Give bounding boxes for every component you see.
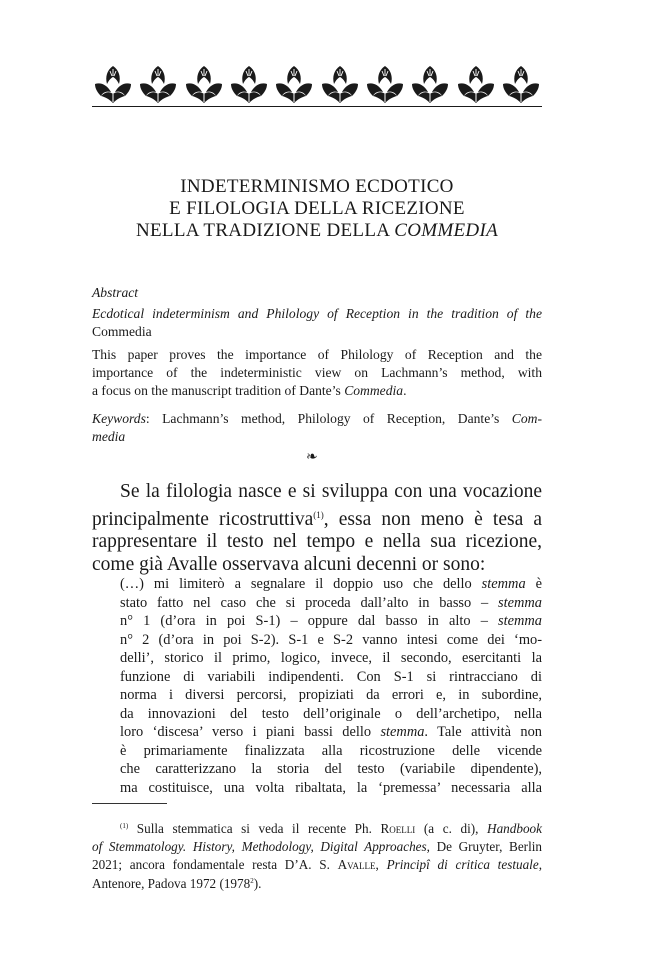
quote-line: da innovazioni del testo dell’originale o dell’archetipo, nella <box>120 705 542 722</box>
quote-line: n° 2 (d’ora in poi S-2). S-1 e S-2 vanno intesi come dei ‘mo- <box>120 631 542 648</box>
title-line-3 <box>92 220 542 242</box>
quote-line: delli’, storico il primo, logico, invece, il secondo, esercitanti la <box>120 650 542 666</box>
abstract-body-line-3-suffix: . <box>403 383 407 398</box>
article-title <box>92 176 542 242</box>
footnote-text: , De Gruyter, Berlin <box>426 838 542 854</box>
footnote-line-3 <box>92 856 542 874</box>
abstract-body-line-1: This paper proves the importance of Philology of Reception and the <box>92 347 542 362</box>
quote-line: funzione di variabili indipendenti. Con S-1 si rintracciano di <box>120 668 542 685</box>
quote-text: stato fatto nel caso che si proceda dall’alto in basso – <box>120 594 499 611</box>
quote-line <box>120 612 542 631</box>
keywords-text: : Lachmann’s method, Philology of Reception, Dante’s <box>145 411 512 426</box>
header-rule <box>92 106 542 107</box>
lotus-ornament-icon <box>500 62 542 104</box>
abstract-title-line-1: Ecdotical indeterminism and Philology of Reception in the tradition of the <box>92 306 542 321</box>
lotus-ornament-icon <box>409 62 451 104</box>
footnote-text: Sulla stemmatica si veda il recente Ph. <box>128 821 381 836</box>
abstract-body-line-3 <box>92 382 542 400</box>
body-paragraph <box>92 481 542 576</box>
lotus-ornament-icon <box>364 62 406 104</box>
footnote-superscript: 2 <box>250 877 254 886</box>
abstract-body-line-2: importance of the indeterministic view on Lachmann’s method, with <box>92 365 542 380</box>
quote-italic: stemma <box>481 576 526 592</box>
footnote-author: Avalle <box>337 856 376 872</box>
footnote-italic: Principî di critica testuale <box>386 856 539 872</box>
keywords-line-2: media <box>92 429 126 444</box>
quote-italic: stemma <box>380 724 425 740</box>
footnote-italic: of Stemmatology. History, Methodology, Digital Approaches <box>92 838 427 854</box>
keywords-italic-1: Com- <box>511 411 542 426</box>
title-line-2: E FILOLOGIA DELLA RICEZIONE <box>169 198 465 219</box>
quote-line: ma costituisce, una volta ribaltata, la ‘premessa’ necessaria alla <box>120 779 542 796</box>
body-line-1: Se la filologia nasce e si sviluppa con una vocazione <box>120 481 542 502</box>
quote-line <box>120 723 542 742</box>
footnote-line-1 <box>92 818 542 838</box>
quote-line: è primariamente finalizzata alla ricostruzione delle vicende <box>120 742 542 759</box>
lotus-ornament-icon <box>92 62 134 104</box>
footnote-marker: (1) <box>120 822 129 830</box>
quote-line: che caratterizzano la storia del testo (variabile dipendente), <box>120 761 542 777</box>
quote-text: (…) mi limiterò a segnalare il doppio uso che dello <box>120 576 482 592</box>
footnote-text: Antenore, Padova 1972 (1978 <box>92 876 251 892</box>
quote-text: n° 1 (d’ora in poi S-1) – oppure dal basso in alto – <box>120 613 499 629</box>
footnote-reference[interactable]: (1) <box>313 509 324 520</box>
footnote-author: Roelli <box>380 821 416 836</box>
title-line-1: INDETERMINISMO ECDOTICO <box>180 176 454 197</box>
lotus-ornament-icon <box>273 62 315 104</box>
lotus-ornament-icon <box>455 62 497 104</box>
abstract-body-line-3-italic: Commedia <box>344 383 404 398</box>
footnote-text: , <box>538 856 543 872</box>
footnote <box>92 818 542 893</box>
quote-text: . Tale attività non <box>424 724 542 740</box>
footnote-line-2 <box>92 838 542 856</box>
quote-italic: stemma <box>498 594 542 611</box>
body-line-2-rest: , essa non meno è tesa a <box>323 508 543 530</box>
quote-text: loro ‘discesa’ verso i piani bassi dello <box>120 724 381 740</box>
footnote-italic: Handbook <box>487 821 542 836</box>
abstract-body-line-3-text: a focus on the manuscript tradition of Dante’s <box>92 383 345 398</box>
body-line-4: come già Avalle osservava alcuni decenni or sono: <box>92 553 486 575</box>
abstract-label: Abstract <box>92 285 139 300</box>
footnote-line-4 <box>92 873 542 893</box>
footnote-rule <box>92 803 167 804</box>
block-quote <box>120 575 542 797</box>
keywords <box>92 410 542 446</box>
title-line-3-italic: COMMEDIA <box>394 220 498 241</box>
quote-line <box>120 575 542 594</box>
lotus-ornament-icon <box>137 62 179 104</box>
ornament-band <box>92 62 542 104</box>
abstract-body <box>92 346 542 400</box>
quote-line: norma i diversi percorsi, propiziati da errori e, in subordine, <box>120 687 542 703</box>
lotus-ornament-icon <box>228 62 270 104</box>
footnote-text: 2021; ancora fondamentale resta D’A. S. <box>92 856 338 872</box>
lotus-ornament-icon <box>319 62 361 104</box>
body-line-2 <box>92 504 542 532</box>
footnote-text: , <box>375 856 387 872</box>
abstract-title-line-2: Commedia <box>92 324 152 339</box>
title-line-3-text: NELLA TRADIZIONE DELLA <box>136 220 395 241</box>
abstract-title <box>92 305 542 341</box>
keywords-line-1 <box>92 410 542 428</box>
quote-text: è <box>525 576 542 592</box>
footnote-text: ). <box>253 876 262 892</box>
quote-italic: stemma <box>498 613 542 629</box>
quote-line <box>120 594 542 613</box>
keywords-label: Keywords <box>92 411 146 426</box>
footnote-text: (a c. di), <box>415 821 488 836</box>
body-line-3: rappresentare il testo nel tempo e nella sua ricezione, <box>92 531 542 553</box>
body-line-2-text: principalmente ricostruttiva <box>92 508 314 530</box>
fleuron-icon: ❧ <box>306 450 318 465</box>
lotus-ornament-icon <box>183 62 225 104</box>
